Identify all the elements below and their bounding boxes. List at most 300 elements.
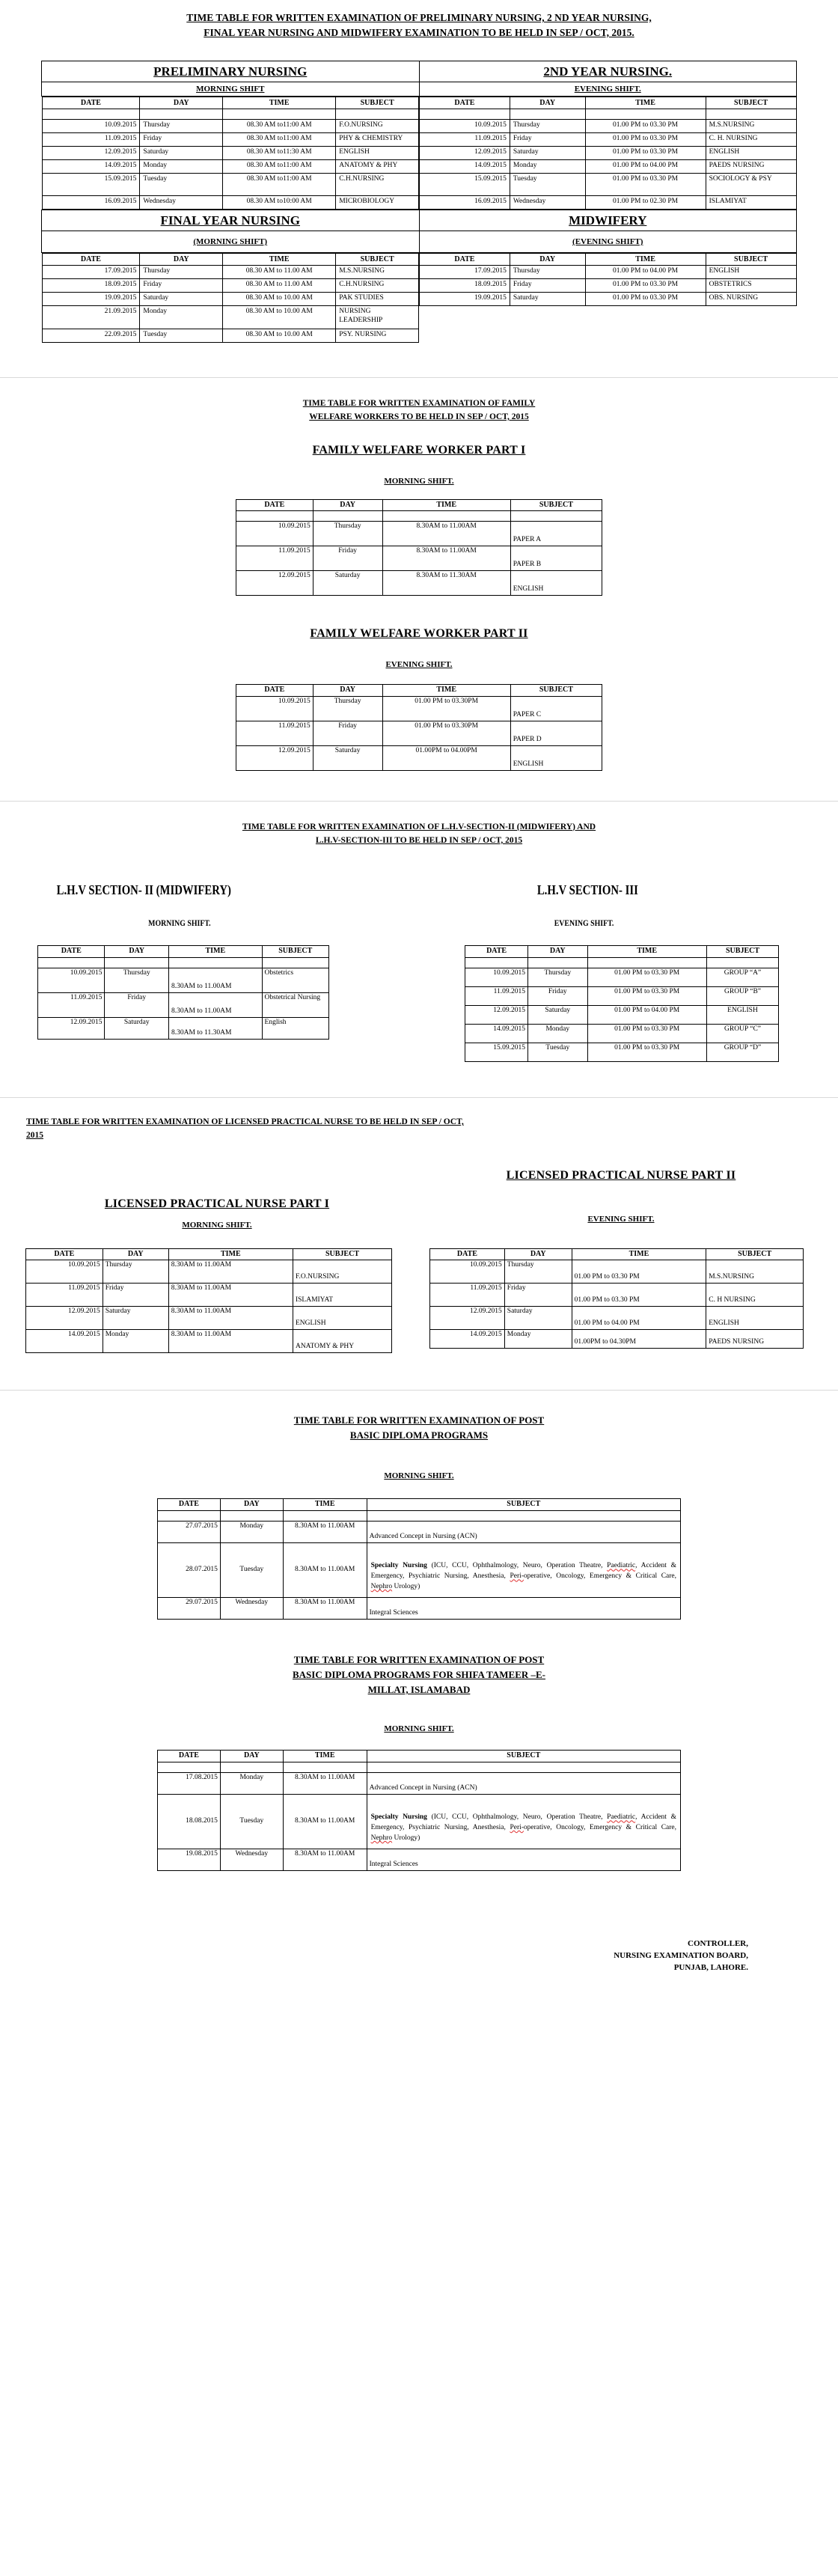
cell-date: 21.09.2015	[42, 306, 140, 329]
cell-date: 17.08.2015	[158, 1772, 221, 1794]
cell-subject: C.H.NURSING	[336, 174, 419, 196]
table-row	[42, 231, 797, 253]
table-row	[42, 97, 797, 210]
cell-time: 8.30AM to 11.00AM	[168, 1284, 293, 1307]
lpn-part2-rows	[430, 1260, 804, 1349]
cell-subject: C. H. NURSING	[706, 133, 796, 147]
cell-time: 08.30 AM to 11.00 AM	[223, 279, 336, 293]
cell-subject: F.O.NURSING	[336, 120, 419, 133]
col-time: TIME	[585, 97, 706, 109]
cell-subject: ANATOMY & PHY	[336, 160, 419, 174]
cell-subject: M.S.NURSING	[706, 1260, 804, 1284]
col-date: DATE	[42, 97, 140, 109]
table-row	[42, 133, 419, 147]
col-day: DAY	[105, 946, 169, 958]
table-row	[465, 968, 779, 986]
cell-time: 01.00PM to 04.00PM	[382, 745, 510, 770]
signature-line1: CONTROLLER,	[688, 1938, 748, 1948]
cell-date: 14.09.2015	[42, 160, 140, 174]
signature-line3: PUNJAB, LAHORE.	[673, 1962, 748, 1972]
table-row	[38, 968, 329, 992]
table-row	[465, 1024, 779, 1043]
cell-day: Friday	[313, 546, 382, 571]
cell-time: 01.00 PM to 03.30PM	[382, 721, 510, 745]
lpn-part1-heading: LICENSED PRACTICAL NURSE PART I	[104, 1197, 330, 1210]
section-post-basic	[0, 1391, 838, 1652]
fww-part2-shift: EVENING SHIFT.	[385, 660, 453, 670]
misspelled-word: Peri-	[510, 1824, 524, 1832]
document-title-line1: TIME TABLE FOR WRITTEN EXAMINATION OF PRELIMINARY NURSING, 2 ND YEAR NURSING,	[186, 12, 652, 23]
table-row-specialty	[158, 1794, 681, 1849]
final-year-heading: FINAL YEAR NURSING	[160, 213, 300, 228]
lhv3-shift: EVENING SHIFT.	[554, 918, 614, 929]
table-row	[42, 160, 419, 174]
cell-date: 17.09.2015	[42, 266, 140, 279]
col-time: TIME	[587, 946, 706, 958]
shifa-shift: MORNING SHIFT.	[384, 1724, 454, 1734]
cell-day: Saturday	[510, 293, 585, 306]
cell-day: Monday	[220, 1521, 283, 1542]
second-year-table	[419, 97, 797, 210]
cell-subject: ENGLISH	[293, 1307, 391, 1330]
second-year-shift: EVENING SHIFT.	[574, 85, 641, 94]
table-row	[26, 1260, 392, 1284]
cell-day: Thursday	[313, 522, 382, 546]
lhv-title-line1: TIME TABLE FOR WRITTEN EXAMINATION OF L.H.V-SECTION-II (MIDWIFERY) AND	[242, 822, 596, 831]
table-header-row	[158, 1499, 681, 1511]
cell-date: 10.09.2015	[26, 1260, 103, 1284]
postbasic-table	[157, 1498, 681, 1620]
cell-time: 01.00 PM to 03.30 PM	[585, 174, 706, 196]
col-time: TIME	[223, 254, 336, 266]
col-date: DATE	[158, 1751, 221, 1762]
lpn-title-line2: 2015	[26, 1130, 43, 1140]
col-day: DAY	[510, 97, 585, 109]
cell-time: 01.00PM to 04.30PM	[572, 1330, 706, 1349]
cell-subject: ANATOMY & PHY	[293, 1330, 391, 1353]
cell-time: 01.00 PM to 03.30 PM	[585, 120, 706, 133]
table-row	[465, 986, 779, 1005]
cell-date: 19.09.2015	[42, 293, 140, 306]
cell-day: Saturday	[103, 1307, 168, 1330]
cell-time: 8.30AM to 11.00AM	[283, 1597, 367, 1619]
cell-day: Monday	[140, 306, 223, 329]
col-subject: SUBJECT	[336, 254, 419, 266]
table-header-row	[42, 97, 419, 109]
cell-date: 15.09.2015	[420, 174, 510, 196]
cell-day: Thursday	[510, 120, 585, 133]
cell-time: 01.00 PM to 04.00 PM	[585, 160, 706, 174]
fww-title-line2: WELFARE WORKERS TO BE HELD IN SEP / OCT, 2015	[309, 412, 529, 421]
cell-day: Friday	[510, 133, 585, 147]
cell-subject: PSY. NURSING	[336, 329, 419, 343]
cell-subject: Specialty Nursing (ICU, CCU, Ophthalmology, Neuro, Operation Theatre, Paediatric, Accident & Emergency, Psychiatric Nursing, Anesthesia, Peri-operative, Oncology, Emergency & Critical Care, Nephro Urology)	[367, 1794, 680, 1849]
table-row	[42, 306, 419, 329]
table-header-row	[236, 685, 602, 697]
table-row	[42, 147, 419, 160]
table-row	[42, 279, 419, 293]
cell-date: 10.09.2015	[42, 120, 140, 133]
table-spacer-row	[420, 109, 797, 120]
final-year-shift: (MORNING SHIFT)	[193, 237, 268, 247]
col-day: DAY	[140, 97, 223, 109]
cell-date: 12.09.2015	[430, 1307, 505, 1330]
col-time: TIME	[168, 1248, 293, 1260]
table-row	[42, 293, 419, 306]
cell-date: 19.08.2015	[158, 1849, 221, 1870]
cell-time: 8.30AM to 11.00AM	[168, 1307, 293, 1330]
col-time: TIME	[382, 685, 510, 697]
col-day: DAY	[313, 685, 382, 697]
document-title	[0, 0, 838, 40]
table-row	[420, 279, 797, 293]
final-year-table	[42, 253, 420, 343]
lhv3-heading: L.H.V SECTION- III	[536, 882, 638, 898]
preliminary-table-cell	[42, 97, 420, 210]
col-subject: SUBJECT	[706, 97, 796, 109]
cell-day: Friday	[313, 721, 382, 745]
section-nursing-midwifery	[0, 0, 838, 378]
table-row	[158, 1597, 681, 1619]
col-time: TIME	[283, 1751, 367, 1762]
cell-time: 08.30 AM to 10.00 AM	[223, 329, 336, 343]
cell-subject: NURSING LEADERSHIP	[336, 306, 419, 329]
cell-day: Wednesday	[140, 196, 223, 210]
cell-time: 8.30AM to 11.00AM	[169, 992, 262, 1017]
cell-date: 11.09.2015	[42, 133, 140, 147]
cell-day: Saturday	[140, 293, 223, 306]
lhv-section-title	[0, 821, 838, 848]
cell-date: 11.09.2015	[430, 1284, 505, 1307]
cell-subject: PAPER B	[510, 546, 602, 571]
cell-date: 11.09.2015	[38, 992, 105, 1017]
cell-subject: PAEDS NURSING	[706, 1330, 804, 1349]
cell-subject: ENGLISH	[510, 745, 602, 770]
cell-day: Saturday	[140, 147, 223, 160]
cell-day: Saturday	[105, 1017, 169, 1039]
col-time: TIME	[169, 946, 262, 958]
cell-day: Thursday	[103, 1260, 168, 1284]
cell-date: 15.09.2015	[465, 1043, 528, 1061]
cell-time: 8.30AM to 11.00AM	[169, 968, 262, 992]
postbasic-shift: MORNING SHIFT.	[384, 1471, 454, 1481]
postbasic-rows	[158, 1510, 681, 1619]
fww-part1-rows	[236, 511, 602, 596]
cell-date: 14.09.2015	[430, 1330, 505, 1349]
lpn-part2-table	[429, 1248, 804, 1349]
cell-time: 01.00 PM to 03.30 PM	[585, 133, 706, 147]
lpn-section-title	[0, 1116, 838, 1143]
misspelled-word: Peri-	[510, 1572, 524, 1581]
table-header-row	[420, 97, 797, 109]
cell-time: 01.00 PM to 03.30 PM	[587, 968, 706, 986]
table-row	[15, 1168, 823, 1212]
cell-time: 8.30AM to 11.00AM	[168, 1330, 293, 1353]
cell-subject: ENGLISH	[706, 147, 796, 160]
table-row	[430, 1307, 804, 1330]
lpn-title-line1: TIME TABLE FOR WRITTEN EXAMINATION OF LICENSED PRACTICAL NURSE TO BE HELD IN SEP / OCT,	[26, 1117, 464, 1126]
col-date: DATE	[26, 1248, 103, 1260]
cell-subject: Obstetrics	[262, 968, 328, 992]
midwifery-table	[419, 253, 797, 306]
fww-part1-heading: FAMILY WELFARE WORKER PART I	[312, 443, 526, 457]
table-row	[42, 253, 797, 344]
table-row	[26, 1307, 392, 1330]
table-row	[430, 1330, 804, 1349]
cell-date: 12.09.2015	[38, 1017, 105, 1039]
specialty-label: Specialty Nursing	[370, 1813, 427, 1822]
table-row	[42, 196, 419, 210]
cell-subject: ISLAMIYAT	[293, 1284, 391, 1307]
lpn-layout	[15, 1168, 823, 1355]
cell-day: Tuesday	[140, 174, 223, 196]
cell-day: Thursday	[105, 968, 169, 992]
cell-time: 8.30AM to 11.00AM	[283, 1849, 367, 1870]
table-row	[26, 1284, 392, 1307]
cell-date: 12.09.2015	[236, 571, 314, 596]
cell-date: 10.09.2015	[236, 522, 314, 546]
table-row	[158, 1849, 681, 1870]
cell-subject: M.S.NURSING	[706, 120, 796, 133]
cell-date: 10.09.2015	[465, 968, 528, 986]
fww-part2-heading: FAMILY WELFARE WORKER PART II	[310, 627, 528, 641]
signature-block	[0, 1938, 838, 1974]
col-day: DAY	[140, 254, 223, 266]
lhv2-table	[37, 945, 329, 1040]
preliminary-rows	[42, 109, 419, 210]
cell-day: Monday	[510, 160, 585, 174]
cell-subject: OBSTETRICS	[706, 279, 796, 293]
second-year-shift-cell	[419, 82, 797, 97]
cell-day: Wednesday	[220, 1597, 283, 1619]
document-title-line2: FINAL YEAR NURSING AND MIDWIFERY EXAMINATION TO BE HELD IN SEP / OCT, 2015.	[204, 26, 634, 38]
cell-date: 29.07.2015	[158, 1597, 221, 1619]
col-day: DAY	[103, 1248, 168, 1260]
second-year-heading: 2ND YEAR NURSING.	[543, 64, 673, 79]
cell-time: 01.00 PM to 04.00 PM	[585, 266, 706, 279]
cell-time: 01.00 PM to 04.00 PM	[587, 1005, 706, 1024]
midwifery-heading: MIDWIFERY	[569, 213, 647, 228]
cell-subject: Advanced Concept in Nursing (ACN)	[367, 1772, 680, 1794]
cell-time: 08.30 AM to11:00 AM	[223, 174, 336, 196]
table-row	[26, 1330, 392, 1353]
table-spacer-row	[38, 957, 329, 968]
fww-title-line1: TIME TABLE FOR WRITTEN EXAMINATION OF FAMILY	[302, 399, 536, 409]
col-time: TIME	[585, 254, 706, 266]
lpn-part1-table-cell	[15, 1230, 419, 1355]
col-subject: SUBJECT	[706, 254, 796, 266]
cell-date: 14.09.2015	[420, 160, 510, 174]
cell-subject: ENGLISH	[706, 1005, 778, 1024]
table-row	[420, 133, 797, 147]
table-row	[420, 293, 797, 306]
cell-subject: PAPER A	[510, 522, 602, 546]
cell-day: Friday	[105, 992, 169, 1017]
postbasic-section-title	[0, 1413, 838, 1443]
table-row	[420, 174, 797, 196]
cell-subject: ENGLISH	[706, 266, 796, 279]
lhv2-cell	[22, 882, 435, 1063]
shifa-rows	[158, 1762, 681, 1870]
col-subject: SUBJECT	[706, 1248, 804, 1260]
fww-part1-table	[236, 499, 602, 596]
preliminary-heading: PRELIMINARY NURSING	[153, 64, 308, 79]
cell-time: 8.30AM to 11.30AM	[382, 571, 510, 596]
table-row	[158, 1772, 681, 1794]
col-day: DAY	[527, 946, 587, 958]
cell-day: Friday	[510, 279, 585, 293]
table-row	[420, 160, 797, 174]
cell-date: 10.09.2015	[236, 696, 314, 721]
table-spacer-row	[158, 1510, 681, 1521]
cell-subject: GROUP “B”	[706, 986, 778, 1005]
cell-time: 01.00 PM to 03.30 PM	[572, 1284, 706, 1307]
cell-date: 11.09.2015	[236, 721, 314, 745]
lhv2-rows	[38, 957, 329, 1039]
midwifery-rows	[420, 266, 797, 306]
cell-date: 16.09.2015	[42, 196, 140, 210]
table-row	[38, 1017, 329, 1039]
cell-date: 18.09.2015	[420, 279, 510, 293]
cell-subject: PAK STUDIES	[336, 293, 419, 306]
cell-day: Friday	[103, 1284, 168, 1307]
cell-subject: GROUP “D”	[706, 1043, 778, 1061]
cell-time: 01.00 PM to 03.30 PM	[587, 1043, 706, 1061]
cell-day: Friday	[504, 1284, 572, 1307]
cell-subject: OBS. NURSING	[706, 293, 796, 306]
section-family-welfare	[0, 378, 838, 802]
cell-time: 8.30AM to 11.00AM	[283, 1521, 367, 1542]
misspelled-word: Paediatric	[607, 1562, 636, 1570]
cell-date: 11.09.2015	[465, 986, 528, 1005]
col-date: DATE	[38, 946, 105, 958]
cell-date: 16.09.2015	[420, 196, 510, 210]
cell-time: 8.30AM to 11.00AM	[283, 1772, 367, 1794]
cell-date: 12.09.2015	[465, 1005, 528, 1024]
col-subject: SUBJECT	[510, 499, 602, 511]
section-shifa	[0, 1652, 838, 2019]
cell-subject: ISLAMIYAT	[706, 196, 796, 210]
cell-day: Tuesday	[510, 174, 585, 196]
table-row	[42, 329, 419, 343]
table-row	[236, 696, 602, 721]
cell-time: 01.00 PM to 03.30 PM	[587, 1024, 706, 1043]
col-day: DAY	[220, 1499, 283, 1511]
cell-subject: ENGLISH	[706, 1307, 804, 1330]
misspelled-word: Nephro	[370, 1834, 393, 1842]
col-time: TIME	[283, 1499, 367, 1511]
shifa-title-line1: TIME TABLE FOR WRITTEN EXAMINATION OF POST	[293, 1653, 545, 1665]
cell-day: Saturday	[527, 1005, 587, 1024]
table-header-row	[465, 946, 779, 958]
table-header-row	[158, 1751, 681, 1762]
cell-time: 8.30AM to 11.00AM	[168, 1260, 293, 1284]
table-row	[15, 1212, 823, 1230]
table-row	[420, 147, 797, 160]
final-year-shift-cell	[42, 231, 420, 253]
cell-subject: C.H.NURSING	[336, 279, 419, 293]
final-year-rows	[42, 266, 419, 343]
table-row	[420, 196, 797, 210]
cell-time: 08.30 AM to10:00 AM	[223, 196, 336, 210]
fww-part2-table	[236, 684, 602, 771]
table-row	[420, 120, 797, 133]
cell-time: 08.30 AM to11:30 AM	[223, 147, 336, 160]
table-spacer-row	[158, 1762, 681, 1772]
table-row	[42, 266, 419, 279]
col-date: DATE	[465, 946, 528, 958]
cell-day: Monday	[527, 1024, 587, 1043]
cell-time: 01.00 PM to 03.30 PM	[585, 147, 706, 160]
cell-date: 27.07.2015	[158, 1521, 221, 1542]
cell-date: 28.07.2015	[158, 1542, 221, 1597]
table-row	[42, 61, 797, 82]
final-year-heading-cell	[42, 210, 420, 231]
table-row	[158, 1521, 681, 1542]
shifa-table	[157, 1750, 681, 1871]
table-header-row	[38, 946, 329, 958]
cell-subject: MICROBIOLOGY	[336, 196, 419, 210]
col-subject: SUBJECT	[367, 1499, 680, 1511]
col-date: DATE	[420, 254, 510, 266]
cell-day: Friday	[140, 279, 223, 293]
cell-subject: PAPER C	[510, 696, 602, 721]
col-date: DATE	[158, 1499, 221, 1511]
cell-day: Thursday	[140, 120, 223, 133]
cell-date: 10.09.2015	[420, 120, 510, 133]
cell-subject: English	[262, 1017, 328, 1039]
midwifery-heading-cell	[419, 210, 797, 231]
table-row	[236, 546, 602, 571]
cell-time: 01.00 PM to 02.30 PM	[585, 196, 706, 210]
cell-time: 8.30AM to 11.00AM	[283, 1542, 367, 1597]
cell-day: Thursday	[140, 266, 223, 279]
cell-subject: C. H NURSING	[706, 1284, 804, 1307]
cell-day: Saturday	[313, 571, 382, 596]
cell-subject: PHY & CHEMISTRY	[336, 133, 419, 147]
final-year-table-cell	[42, 253, 420, 344]
col-time: TIME	[572, 1248, 706, 1260]
cell-subject: PAEDS NURSING	[706, 160, 796, 174]
cell-time: 8.30AM to 11.30AM	[169, 1017, 262, 1039]
lpn-part2-heading: LICENSED PRACTICAL NURSE PART II	[506, 1168, 736, 1182]
table-header-row	[430, 1248, 804, 1260]
midwifery-shift-cell	[419, 231, 797, 253]
cell-subject: Specialty Nursing (ICU, CCU, Ophthalmology, Neuro, Operation Theatre, Paediatric, Accident & Emergency, Psychiatric Nursing, Anesthesia, Peri-operative, Oncology, Emergency & Critical Care, Nephro Urology)	[367, 1542, 680, 1597]
cell-day: Thursday	[527, 968, 587, 986]
cell-date: 17.09.2015	[420, 266, 510, 279]
table-row	[42, 82, 797, 97]
misspelled-word: Nephro	[370, 1583, 393, 1591]
cell-time: 01.00 PM to 03.30 PM	[585, 293, 706, 306]
cell-date: 10.09.2015	[430, 1260, 505, 1284]
col-date: DATE	[42, 254, 140, 266]
col-time: TIME	[223, 97, 336, 109]
cell-date: 12.09.2015	[236, 745, 314, 770]
cell-day: Thursday	[510, 266, 585, 279]
lpn-part2-heading-cell	[419, 1168, 823, 1212]
cell-day: Monday	[103, 1330, 168, 1353]
cell-time: 08.30 AM to11:00 AM	[223, 120, 336, 133]
lhv3-cell	[435, 882, 816, 1063]
table-row	[465, 1005, 779, 1024]
table-header-row	[26, 1248, 392, 1260]
preliminary-shift-cell	[42, 82, 420, 97]
cell-day: Thursday	[504, 1260, 572, 1284]
cell-time: 08.30 AM to 11.00 AM	[223, 266, 336, 279]
col-subject: SUBJECT	[262, 946, 328, 958]
cell-subject: M.S.NURSING	[336, 266, 419, 279]
